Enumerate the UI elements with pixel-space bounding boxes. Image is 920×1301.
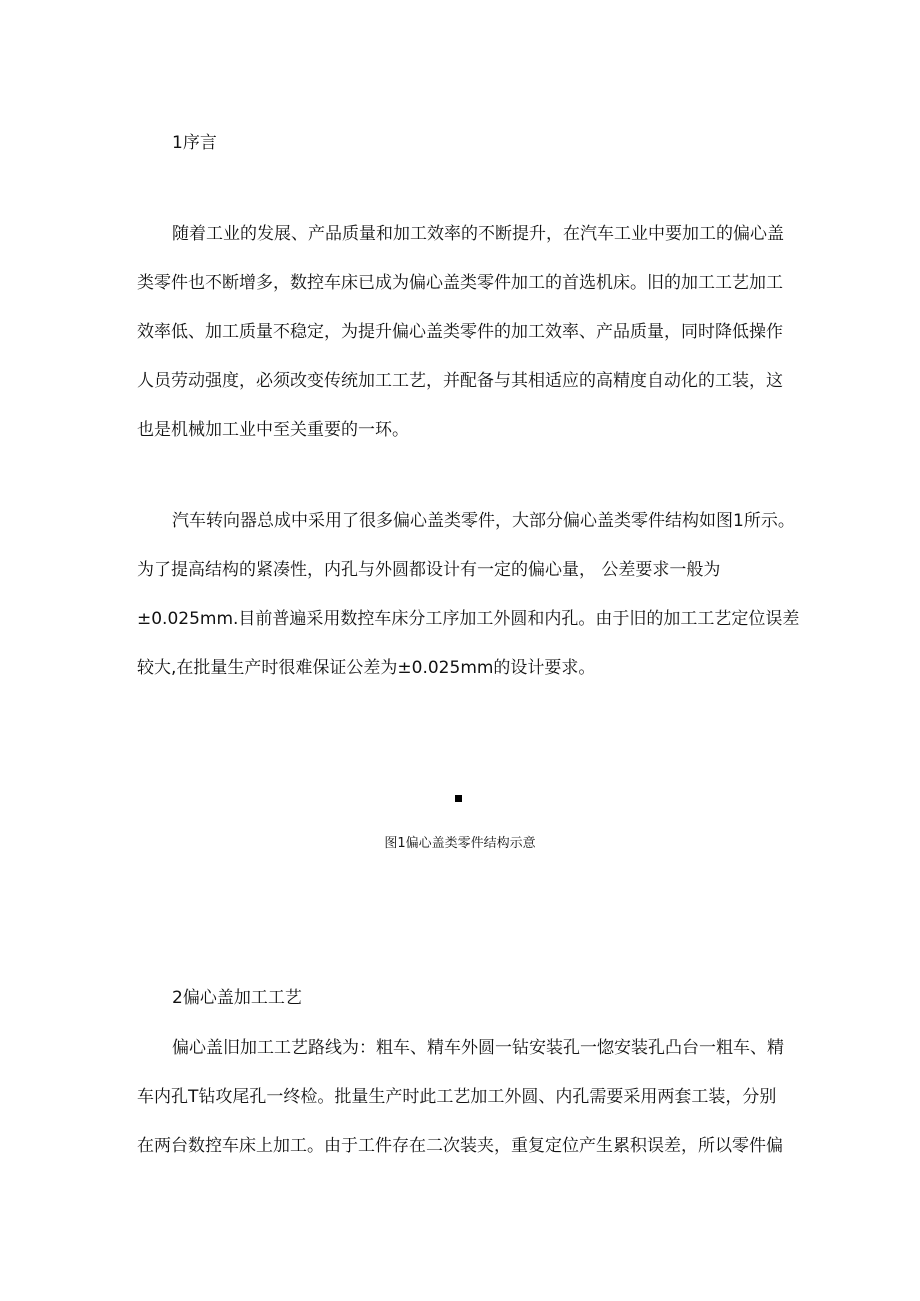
section-1-para-1-line-2: 类零件也不断增多，数控车床已成为偏心盖类零件加工的首选机床。旧的加工工艺加工 <box>137 273 783 293</box>
section-1-para-1-line-1: 随着工业的发展、产品质量和加工效率的不断提升，在汽车工业中要加工的偏心盖 <box>172 224 784 244</box>
section-1-heading: 1序言 <box>172 133 217 153</box>
figure-1-image <box>455 795 462 802</box>
figure-1-caption: 图1偏心盖类零件结构示意 <box>384 836 536 851</box>
section-2-para-1-line-2: 车内孔T钻攻尾孔一终检。批量生产时此工艺加工外圆、内孔需要采用两套工装，分别 <box>137 1087 777 1107</box>
section-1-para-1-line-4: 人员劳动强度，必须改变传统加工工艺，并配备与其相适应的高精度自动化的工装，这 <box>137 371 783 391</box>
section-1-para-1-line-3: 效率低、加工质量不稳定，为提升偏心盖类零件的加工效率、产品质量，同时降低操作 <box>137 322 783 342</box>
section-1-para-1-line-5: 也是机械加工业中至关重要的一环。 <box>137 420 409 440</box>
section-2-para-1-line-1: 偏心盖旧加工工艺路线为：粗车、精车外圆一钻安装孔一惚安装孔凸台一粗车、精 <box>172 1038 784 1058</box>
section-1-para-2-line-1: 汽车转向器总成中采用了很多偏心盖类零件，大部分偏心盖类零件结构如图1所示。 <box>172 511 795 531</box>
section-2-para-1-line-3: 在两台数控车床上加工。由于工件存在二次装夹，重复定位产生累积误差，所以零件偏 <box>137 1136 783 1156</box>
section-2-heading: 2偏心盖加工工艺 <box>172 988 302 1008</box>
section-1-para-2-line-3: ±0.025mm.目前普遍采用数控车床分工序加工外圆和内孔。由于旧的加工工艺定位误差 <box>137 609 800 629</box>
section-1-para-2-line-2: 为了提高结构的紧凑性，内孔与外圆都设计有一定的偏心量， 公差要求一般为 <box>137 560 721 580</box>
section-1-para-2-line-4: 较大,在批量生产时很难保证公差为±0.025mm的设计要求。 <box>137 658 596 678</box>
